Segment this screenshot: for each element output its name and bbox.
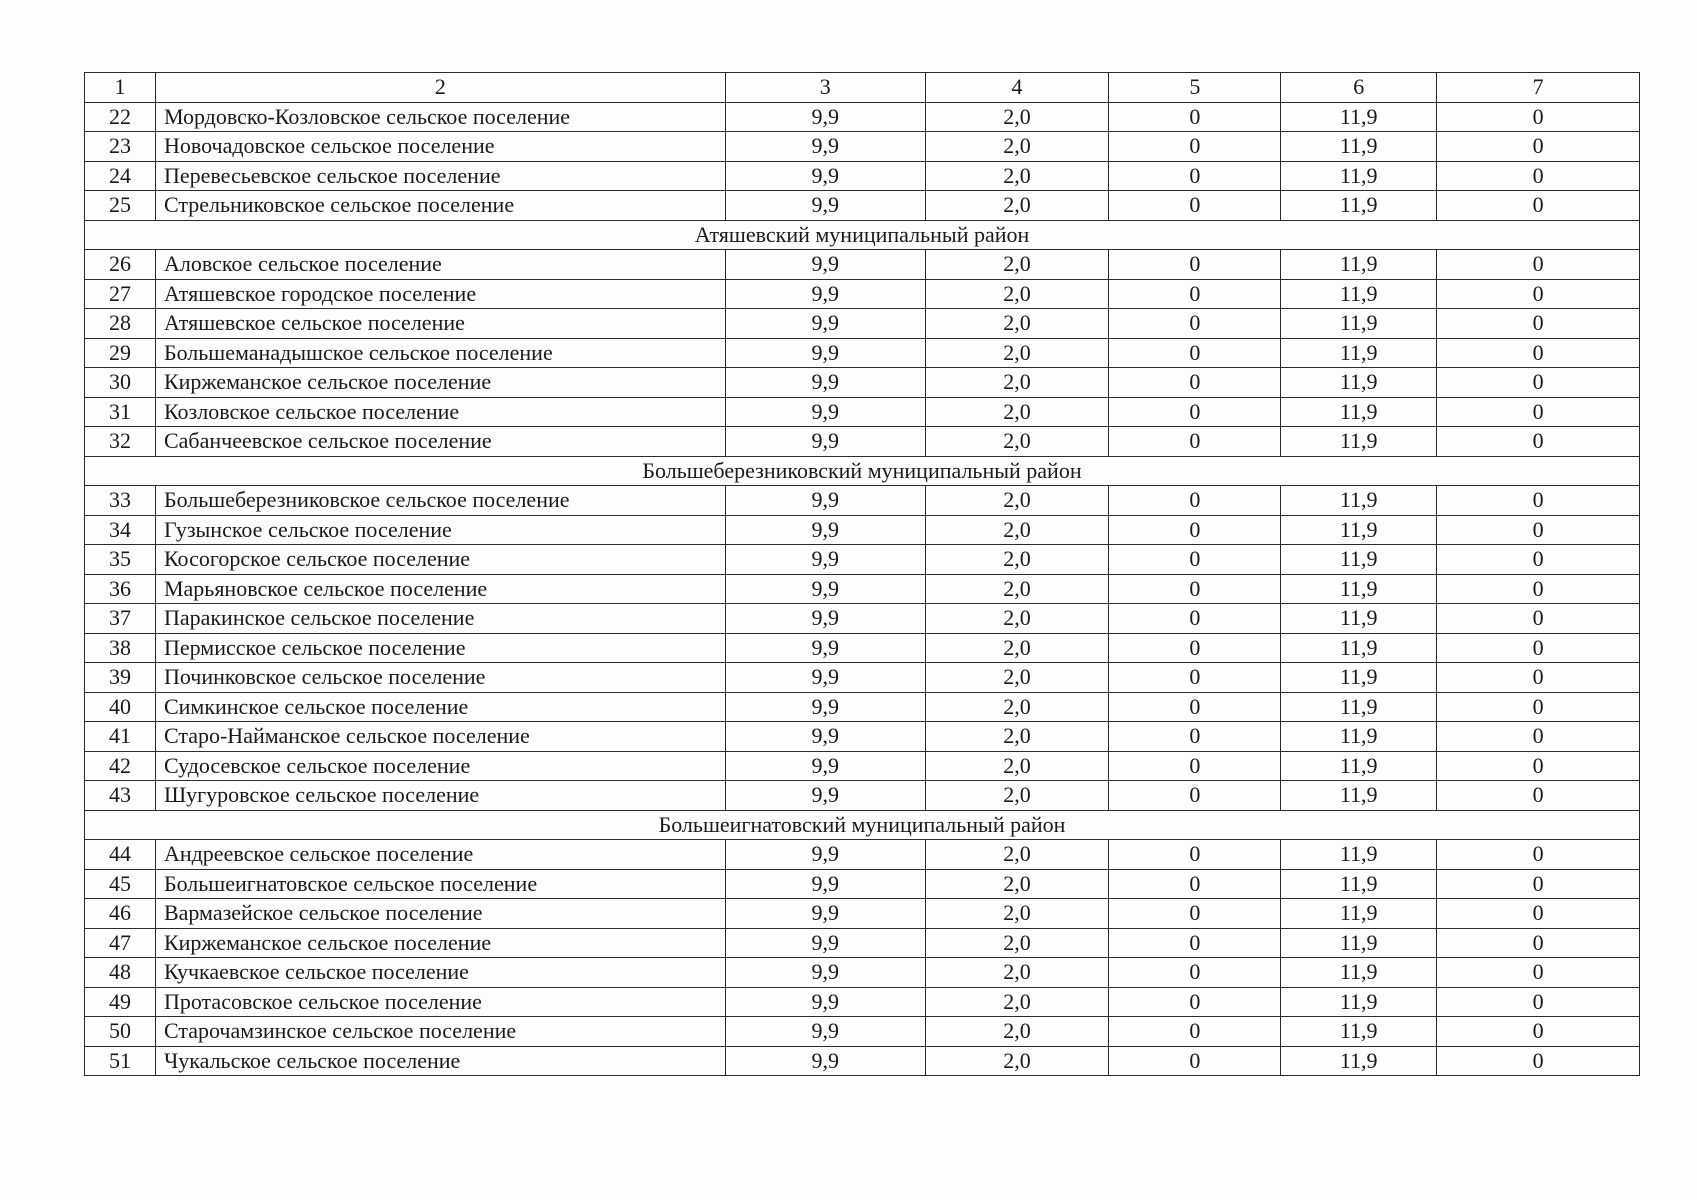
table-row <box>85 840 1640 870</box>
cell-col-6: 11,9 <box>1281 191 1437 221</box>
cell-col-4: 2,0 <box>925 545 1109 575</box>
table-row <box>85 427 1640 457</box>
table-row <box>85 663 1640 693</box>
settlement-name: Судосевское сельское поселение <box>155 751 725 781</box>
cell-col-7: 0 <box>1437 191 1640 221</box>
section-row <box>85 810 1640 840</box>
cell-col-3: 9,9 <box>725 692 925 722</box>
row-number: 24 <box>85 161 156 191</box>
cell-col-4: 2,0 <box>925 102 1109 132</box>
cell-col-4: 2,0 <box>925 987 1109 1017</box>
cell-col-7: 0 <box>1437 869 1640 899</box>
cell-col-4: 2,0 <box>925 397 1109 427</box>
cell-col-7: 0 <box>1437 604 1640 634</box>
cell-col-4: 2,0 <box>925 781 1109 811</box>
cell-col-3: 9,9 <box>725 515 925 545</box>
cell-col-3: 9,9 <box>725 869 925 899</box>
cell-col-4: 2,0 <box>925 427 1109 457</box>
cell-col-7: 0 <box>1437 722 1640 752</box>
row-number: 25 <box>85 191 156 221</box>
table-row <box>85 309 1640 339</box>
cell-col-5: 0 <box>1109 1017 1281 1047</box>
cell-col-3: 9,9 <box>725 397 925 427</box>
cell-col-4: 2,0 <box>925 958 1109 988</box>
column-header: 6 <box>1281 73 1437 103</box>
cell-col-6: 11,9 <box>1281 899 1437 929</box>
cell-col-3: 9,9 <box>725 338 925 368</box>
row-number: 47 <box>85 928 156 958</box>
cell-col-5: 0 <box>1109 574 1281 604</box>
cell-col-3: 9,9 <box>725 604 925 634</box>
cell-col-6: 11,9 <box>1281 928 1437 958</box>
cell-col-7: 0 <box>1437 309 1640 339</box>
cell-col-3: 9,9 <box>725 899 925 929</box>
cell-col-3: 9,9 <box>725 840 925 870</box>
cell-col-3: 9,9 <box>725 987 925 1017</box>
cell-col-7: 0 <box>1437 486 1640 516</box>
row-number: 27 <box>85 279 156 309</box>
cell-col-5: 0 <box>1109 692 1281 722</box>
cell-col-5: 0 <box>1109 928 1281 958</box>
cell-col-3: 9,9 <box>725 545 925 575</box>
cell-col-3: 9,9 <box>725 1046 925 1076</box>
settlement-name: Косогорское сельское поселение <box>155 545 725 575</box>
row-number: 51 <box>85 1046 156 1076</box>
settlement-name: Пермисское сельское поселение <box>155 633 725 663</box>
column-header: 1 <box>85 73 156 103</box>
cell-col-4: 2,0 <box>925 869 1109 899</box>
table-row <box>85 191 1640 221</box>
table-row <box>85 338 1640 368</box>
row-number: 22 <box>85 102 156 132</box>
cell-col-4: 2,0 <box>925 722 1109 752</box>
cell-col-5: 0 <box>1109 338 1281 368</box>
cell-col-3: 9,9 <box>725 161 925 191</box>
cell-col-7: 0 <box>1437 633 1640 663</box>
cell-col-6: 11,9 <box>1281 279 1437 309</box>
cell-col-7: 0 <box>1437 250 1640 280</box>
cell-col-5: 0 <box>1109 1046 1281 1076</box>
cell-col-6: 11,9 <box>1281 397 1437 427</box>
cell-col-6: 11,9 <box>1281 161 1437 191</box>
cell-col-4: 2,0 <box>925 161 1109 191</box>
cell-col-4: 2,0 <box>925 309 1109 339</box>
settlement-name: Атяшевское сельское поселение <box>155 309 725 339</box>
row-number: 37 <box>85 604 156 634</box>
cell-col-4: 2,0 <box>925 279 1109 309</box>
settlement-name: Сабанчеевское сельское поселение <box>155 427 725 457</box>
cell-col-4: 2,0 <box>925 840 1109 870</box>
table-row <box>85 899 1640 929</box>
cell-col-3: 9,9 <box>725 574 925 604</box>
table-row <box>85 397 1640 427</box>
row-number: 49 <box>85 987 156 1017</box>
cell-col-4: 2,0 <box>925 250 1109 280</box>
row-number: 43 <box>85 781 156 811</box>
cell-col-3: 9,9 <box>725 102 925 132</box>
cell-col-3: 9,9 <box>725 958 925 988</box>
cell-col-7: 0 <box>1437 102 1640 132</box>
table-row <box>85 250 1640 280</box>
cell-col-7: 0 <box>1437 663 1640 693</box>
row-number: 44 <box>85 840 156 870</box>
settlement-name: Чукальское сельское поселение <box>155 1046 725 1076</box>
section-row <box>85 456 1640 486</box>
cell-col-3: 9,9 <box>725 250 925 280</box>
cell-col-3: 9,9 <box>725 427 925 457</box>
cell-col-7: 0 <box>1437 987 1640 1017</box>
cell-col-6: 11,9 <box>1281 250 1437 280</box>
settlement-name: Атяшевское городское поселение <box>155 279 725 309</box>
cell-col-3: 9,9 <box>725 486 925 516</box>
table-row <box>85 692 1640 722</box>
settlement-name: Гузынское сельское поселение <box>155 515 725 545</box>
cell-col-7: 0 <box>1437 692 1640 722</box>
row-number: 31 <box>85 397 156 427</box>
cell-col-5: 0 <box>1109 309 1281 339</box>
cell-col-6: 11,9 <box>1281 840 1437 870</box>
column-header: 4 <box>925 73 1109 103</box>
cell-col-5: 0 <box>1109 191 1281 221</box>
cell-col-7: 0 <box>1437 427 1640 457</box>
cell-col-6: 11,9 <box>1281 751 1437 781</box>
cell-col-6: 11,9 <box>1281 722 1437 752</box>
settlement-name: Новочадовское сельское поселение <box>155 132 725 162</box>
cell-col-6: 11,9 <box>1281 781 1437 811</box>
cell-col-6: 11,9 <box>1281 368 1437 398</box>
cell-col-5: 0 <box>1109 604 1281 634</box>
cell-col-3: 9,9 <box>725 1017 925 1047</box>
settlement-name: Марьяновское сельское поселение <box>155 574 725 604</box>
cell-col-6: 11,9 <box>1281 604 1437 634</box>
cell-col-4: 2,0 <box>925 1046 1109 1076</box>
cell-col-6: 11,9 <box>1281 102 1437 132</box>
settlement-name: Козловское сельское поселение <box>155 397 725 427</box>
cell-col-6: 11,9 <box>1281 869 1437 899</box>
table-row <box>85 869 1640 899</box>
row-number: 48 <box>85 958 156 988</box>
cell-col-7: 0 <box>1437 279 1640 309</box>
cell-col-6: 11,9 <box>1281 633 1437 663</box>
row-number: 50 <box>85 1017 156 1047</box>
settlement-name: Перевесьевское сельское поселение <box>155 161 725 191</box>
cell-col-6: 11,9 <box>1281 958 1437 988</box>
cell-col-4: 2,0 <box>925 663 1109 693</box>
table-row <box>85 545 1640 575</box>
cell-col-6: 11,9 <box>1281 132 1437 162</box>
cell-col-5: 0 <box>1109 722 1281 752</box>
table-row <box>85 1046 1640 1076</box>
row-number: 45 <box>85 869 156 899</box>
cell-col-5: 0 <box>1109 368 1281 398</box>
cell-col-7: 0 <box>1437 781 1640 811</box>
cell-col-4: 2,0 <box>925 692 1109 722</box>
cell-col-3: 9,9 <box>725 368 925 398</box>
cell-col-7: 0 <box>1437 515 1640 545</box>
settlement-name: Кучкаевское сельское поселение <box>155 958 725 988</box>
cell-col-6: 11,9 <box>1281 663 1437 693</box>
section-heading: Большеберезниковский муниципальный район <box>85 456 1640 486</box>
table-row <box>85 102 1640 132</box>
cell-col-5: 0 <box>1109 751 1281 781</box>
row-number: 32 <box>85 427 156 457</box>
cell-col-6: 11,9 <box>1281 427 1437 457</box>
table-row <box>85 1017 1640 1047</box>
table-row <box>85 928 1640 958</box>
settlement-name: Аловское сельское поселение <box>155 250 725 280</box>
cell-col-5: 0 <box>1109 486 1281 516</box>
cell-col-5: 0 <box>1109 515 1281 545</box>
table-row <box>85 161 1640 191</box>
cell-col-7: 0 <box>1437 958 1640 988</box>
cell-col-4: 2,0 <box>925 515 1109 545</box>
cell-col-7: 0 <box>1437 368 1640 398</box>
cell-col-5: 0 <box>1109 161 1281 191</box>
cell-col-5: 0 <box>1109 279 1281 309</box>
row-number: 35 <box>85 545 156 575</box>
cell-col-5: 0 <box>1109 781 1281 811</box>
cell-col-3: 9,9 <box>725 751 925 781</box>
table-row <box>85 368 1640 398</box>
cell-col-7: 0 <box>1437 751 1640 781</box>
settlement-name: Большеигнатовское сельское поселение <box>155 869 725 899</box>
table-row <box>85 987 1640 1017</box>
row-number: 33 <box>85 486 156 516</box>
table-row <box>85 751 1640 781</box>
settlement-name: Большеберезниковское сельское поселение <box>155 486 725 516</box>
data-table <box>84 72 1640 1076</box>
cell-col-5: 0 <box>1109 840 1281 870</box>
settlement-name: Старочамзинское сельское поселение <box>155 1017 725 1047</box>
cell-col-6: 11,9 <box>1281 338 1437 368</box>
column-header: 5 <box>1109 73 1281 103</box>
cell-col-7: 0 <box>1437 1017 1640 1047</box>
row-number: 28 <box>85 309 156 339</box>
cell-col-7: 0 <box>1437 161 1640 191</box>
cell-col-7: 0 <box>1437 574 1640 604</box>
cell-col-3: 9,9 <box>725 279 925 309</box>
row-number: 34 <box>85 515 156 545</box>
cell-col-7: 0 <box>1437 928 1640 958</box>
cell-col-4: 2,0 <box>925 751 1109 781</box>
cell-col-4: 2,0 <box>925 368 1109 398</box>
cell-col-3: 9,9 <box>725 928 925 958</box>
cell-col-3: 9,9 <box>725 309 925 339</box>
settlement-name: Мордовско-Козловское сельское поселение <box>155 102 725 132</box>
cell-col-6: 11,9 <box>1281 1017 1437 1047</box>
cell-col-4: 2,0 <box>925 486 1109 516</box>
row-number: 38 <box>85 633 156 663</box>
settlement-name: Вармазейское сельское поселение <box>155 899 725 929</box>
section-heading: Большеигнатовский муниципальный район <box>85 810 1640 840</box>
settlement-name: Старо-Найманское сельское поселение <box>155 722 725 752</box>
cell-col-3: 9,9 <box>725 663 925 693</box>
column-header: 7 <box>1437 73 1640 103</box>
cell-col-6: 11,9 <box>1281 1046 1437 1076</box>
cell-col-4: 2,0 <box>925 899 1109 929</box>
cell-col-7: 0 <box>1437 545 1640 575</box>
cell-col-4: 2,0 <box>925 1017 1109 1047</box>
cell-col-6: 11,9 <box>1281 515 1437 545</box>
cell-col-7: 0 <box>1437 1046 1640 1076</box>
table-row <box>85 633 1640 663</box>
row-number: 39 <box>85 663 156 693</box>
row-number: 26 <box>85 250 156 280</box>
table-header-row <box>85 73 1640 103</box>
cell-col-5: 0 <box>1109 397 1281 427</box>
cell-col-5: 0 <box>1109 102 1281 132</box>
cell-col-7: 0 <box>1437 397 1640 427</box>
cell-col-5: 0 <box>1109 958 1281 988</box>
settlement-name: Починковское сельское поселение <box>155 663 725 693</box>
column-header: 2 <box>155 73 725 103</box>
cell-col-5: 0 <box>1109 987 1281 1017</box>
table-row <box>85 574 1640 604</box>
settlement-name: Паракинское сельское поселение <box>155 604 725 634</box>
settlement-name: Киржеманское сельское поселение <box>155 928 725 958</box>
cell-col-7: 0 <box>1437 840 1640 870</box>
cell-col-5: 0 <box>1109 899 1281 929</box>
cell-col-6: 11,9 <box>1281 486 1437 516</box>
cell-col-4: 2,0 <box>925 604 1109 634</box>
section-heading: Атяшевский муниципальный район <box>85 220 1640 250</box>
table-row <box>85 722 1640 752</box>
cell-col-6: 11,9 <box>1281 692 1437 722</box>
row-number: 29 <box>85 338 156 368</box>
column-header: 3 <box>725 73 925 103</box>
settlement-name: Симкинское сельское поселение <box>155 692 725 722</box>
cell-col-3: 9,9 <box>725 781 925 811</box>
cell-col-3: 9,9 <box>725 132 925 162</box>
cell-col-5: 0 <box>1109 869 1281 899</box>
section-row <box>85 220 1640 250</box>
row-number: 42 <box>85 751 156 781</box>
table-row <box>85 279 1640 309</box>
cell-col-7: 0 <box>1437 338 1640 368</box>
cell-col-3: 9,9 <box>725 191 925 221</box>
cell-col-4: 2,0 <box>925 132 1109 162</box>
cell-col-7: 0 <box>1437 132 1640 162</box>
cell-col-5: 0 <box>1109 545 1281 575</box>
settlement-name: Большеманадышское сельское поселение <box>155 338 725 368</box>
row-number: 46 <box>85 899 156 929</box>
cell-col-4: 2,0 <box>925 574 1109 604</box>
cell-col-7: 0 <box>1437 899 1640 929</box>
row-number: 36 <box>85 574 156 604</box>
table-row <box>85 515 1640 545</box>
settlement-name: Киржеманское сельское поселение <box>155 368 725 398</box>
row-number: 40 <box>85 692 156 722</box>
table-row <box>85 132 1640 162</box>
cell-col-5: 0 <box>1109 427 1281 457</box>
cell-col-4: 2,0 <box>925 928 1109 958</box>
table-row <box>85 604 1640 634</box>
cell-col-6: 11,9 <box>1281 987 1437 1017</box>
cell-col-3: 9,9 <box>725 722 925 752</box>
row-number: 30 <box>85 368 156 398</box>
table-row <box>85 486 1640 516</box>
settlement-name: Андреевское сельское поселение <box>155 840 725 870</box>
settlement-name: Протасовское сельское поселение <box>155 987 725 1017</box>
cell-col-6: 11,9 <box>1281 574 1437 604</box>
cell-col-5: 0 <box>1109 633 1281 663</box>
cell-col-4: 2,0 <box>925 338 1109 368</box>
cell-col-6: 11,9 <box>1281 545 1437 575</box>
table-body <box>85 73 1640 1076</box>
cell-col-3: 9,9 <box>725 633 925 663</box>
settlement-name: Стрельниковское сельское поселение <box>155 191 725 221</box>
row-number: 41 <box>85 722 156 752</box>
table-row <box>85 958 1640 988</box>
cell-col-5: 0 <box>1109 663 1281 693</box>
settlement-name: Шугуровское сельское поселение <box>155 781 725 811</box>
cell-col-6: 11,9 <box>1281 309 1437 339</box>
cell-col-5: 0 <box>1109 250 1281 280</box>
row-number: 23 <box>85 132 156 162</box>
cell-col-4: 2,0 <box>925 191 1109 221</box>
cell-col-4: 2,0 <box>925 633 1109 663</box>
cell-col-5: 0 <box>1109 132 1281 162</box>
table-row <box>85 781 1640 811</box>
